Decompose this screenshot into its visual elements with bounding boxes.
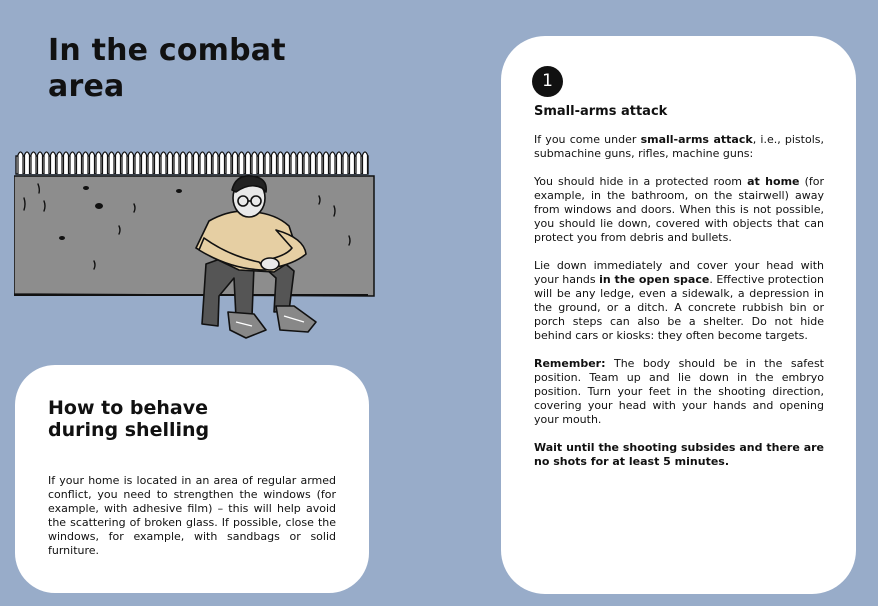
fence-picket — [18, 152, 23, 174]
fence-picket — [200, 152, 205, 174]
fence-picket — [77, 152, 82, 174]
fence-picket — [38, 152, 43, 174]
small-arms-title: Small-arms attack — [534, 104, 668, 119]
fence-picket — [363, 152, 368, 174]
fence-picket — [148, 152, 153, 174]
fence-picket — [70, 152, 75, 174]
fence-picket — [226, 152, 231, 174]
fence-picket — [155, 152, 160, 174]
fence-picket — [90, 152, 95, 174]
step-number-badge: 1 — [532, 66, 563, 97]
shelling-title: How to behave during shelling — [48, 397, 210, 441]
fence-picket — [317, 152, 322, 174]
fence-picket — [207, 152, 212, 174]
fence-picket — [246, 152, 251, 174]
paragraph-remember: Remember: The body should be in the safest position. Team up and lie down in the embryo position. Turn your feet in the shooting direction, covering your head with your hands and opening your mouth. — [534, 357, 824, 426]
fence-picket — [291, 152, 296, 174]
paragraph-intro: If you come under small-arms attack, i.e., pistols, submachine guns, rifles, machine guns: — [534, 133, 824, 160]
fence-picket — [187, 152, 192, 174]
fence-picket — [135, 152, 140, 174]
fence-picket — [122, 152, 127, 174]
page-title: In the combat area — [48, 33, 286, 104]
fence-picket — [324, 152, 329, 174]
shelling-body: If your home is located in an area of regular armed conflict, you need to strengthen the windows (for example, with adhesive film) – this will help avoid the scattering of broken glass. If possible, close the windows, for example, with sandbags or solid furniture. — [48, 474, 336, 557]
fence-picket — [31, 152, 36, 174]
fence-picket — [350, 152, 355, 174]
fence-picket — [57, 152, 62, 174]
fence-picket — [278, 152, 283, 174]
fence-picket — [64, 152, 69, 174]
person-sitting-against-wall-illustration — [14, 146, 376, 346]
fence-picket — [304, 152, 309, 174]
fence-picket — [259, 152, 264, 174]
fence-picket — [51, 152, 56, 174]
paragraph-at-home: You should hide in a protected room at home (for example, in the bathroom, on the stairwell) away from windows and doors. When this is not possible, you should lie down, covered with objects that can protect you from debris and bullets. — [534, 175, 824, 244]
fence-picket — [285, 152, 290, 174]
fence-picket — [109, 152, 114, 174]
fence-picket — [220, 152, 225, 174]
fence-picket — [116, 152, 121, 174]
fence-picket — [343, 152, 348, 174]
fence-picket — [44, 152, 49, 174]
fence-picket — [129, 152, 134, 174]
fence-picket — [181, 152, 186, 174]
fence-picket — [194, 152, 199, 174]
fence-picket — [330, 152, 335, 174]
fence-picket — [103, 152, 108, 174]
fence-picket — [298, 152, 303, 174]
fence-picket — [311, 152, 316, 174]
paragraph-wait: Wait until the shooting subsides and there are no shots for at least 5 minutes. — [534, 441, 824, 468]
fence-picket — [233, 152, 238, 174]
fence-picket — [25, 152, 30, 174]
fence-picket — [83, 152, 88, 174]
fence-picket — [337, 152, 342, 174]
fence-picket — [239, 152, 244, 174]
wall-icon — [14, 176, 374, 296]
fence-picket — [96, 152, 101, 174]
paragraph-open-space: Lie down immediately and cover your head with your hands in the open space. Effective protection will be any ledge, even a sidewalk, a depression in the ground, or a ditch. A concrete rubbish bin or porch steps can also be a shelter. Do not hide behind cars or kiosks: they often become targets. — [534, 259, 825, 342]
fence-picket — [168, 152, 173, 174]
fence-picket — [174, 152, 179, 174]
fence-picket — [252, 152, 257, 174]
fence-picket — [272, 152, 277, 174]
fence-picket — [161, 152, 166, 174]
shelling-card — [15, 365, 369, 593]
fence-picket — [265, 152, 270, 174]
fence-picket — [142, 152, 147, 174]
small-arms-card — [501, 36, 856, 594]
fence-picket — [213, 152, 218, 174]
fence-picket — [356, 152, 361, 174]
